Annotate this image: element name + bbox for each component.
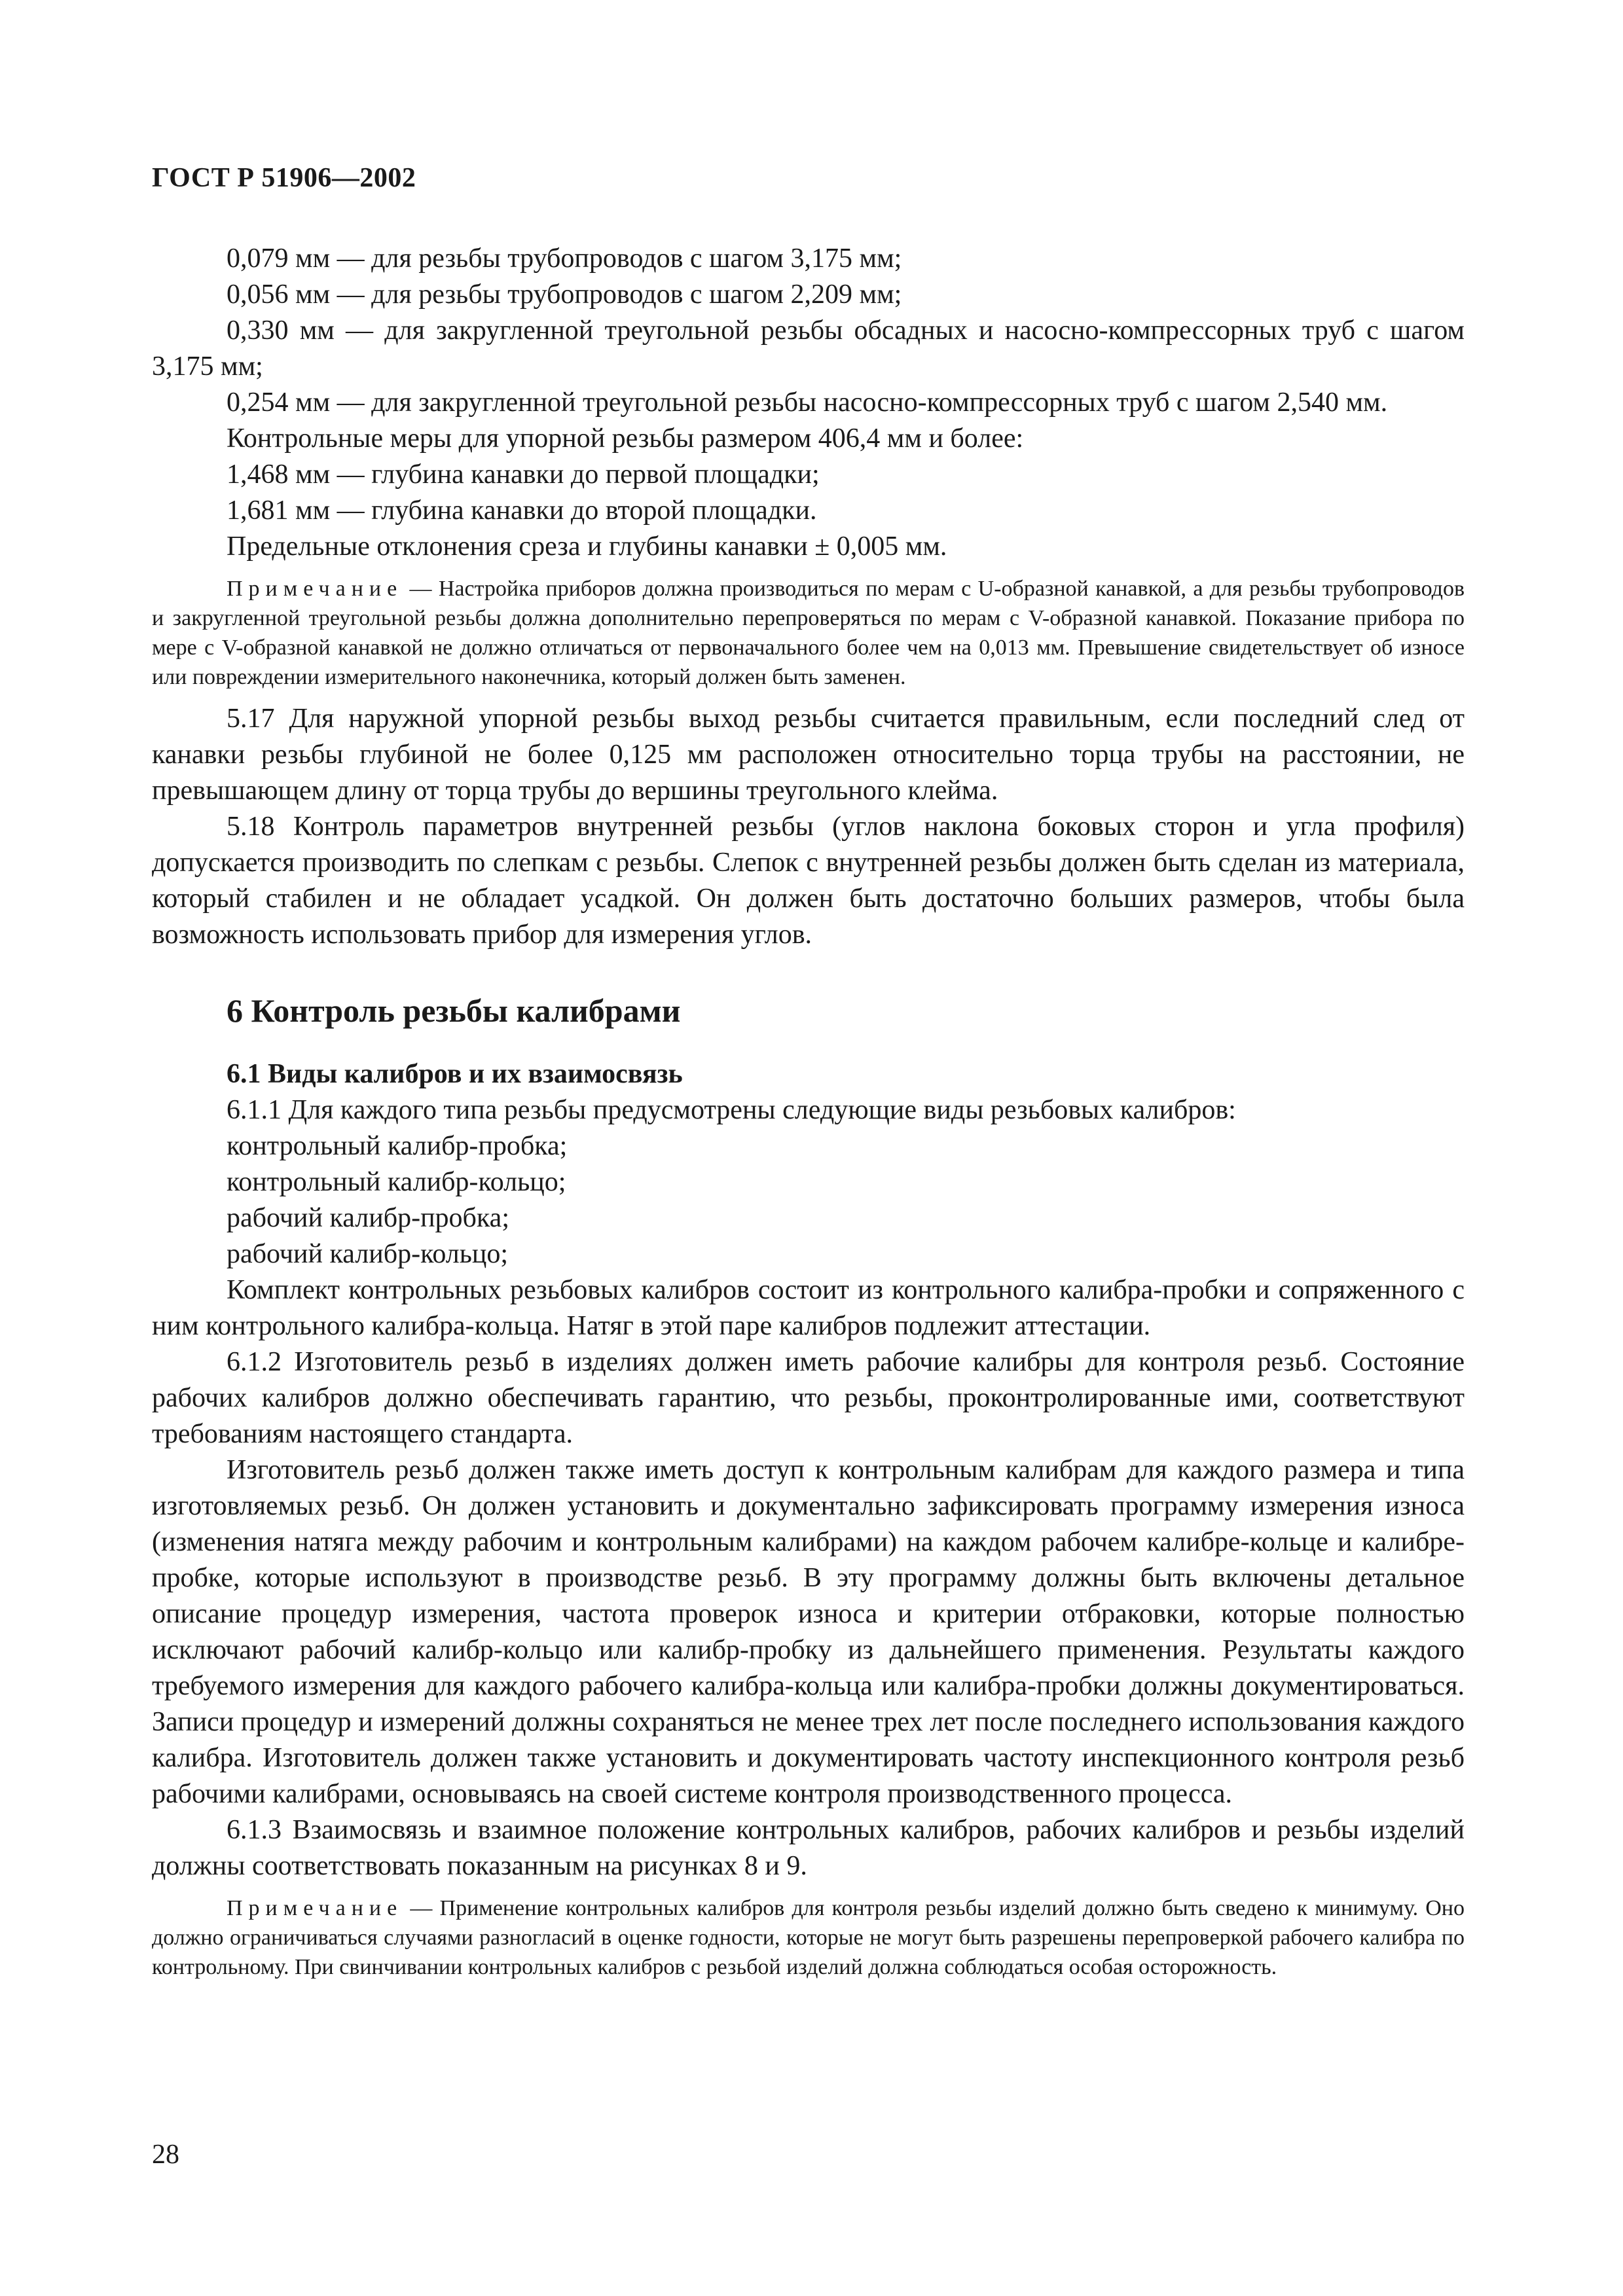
page-content — [152, 241, 1465, 1991]
list-item: 0,079 мм — для резьбы трубопроводов с шагом 3,175 мм; — [227, 243, 902, 274]
list-item: 0,254 мм — для закругленной треугольной резьбы насосно-компрессорных труб с шагом 2,540 мм. — [227, 387, 1388, 418]
list-item: 0,056 мм — для резьбы трубопроводов с шагом 2,209 мм; — [227, 279, 902, 310]
list-item: контрольный калибр-кольцо; — [227, 1167, 566, 1197]
list-item: рабочий калибр-пробка; — [227, 1203, 509, 1233]
note-label: Примечание — [227, 1896, 403, 1920]
note-text: — Применение контрольных калибров для контроля резьбы изделий должно быть сведено к минимуму. Оно должно ограничиваться случаями разногласий в оценке годности, которые не могут быть разрешены перепроверкой рабочего калибра по контрольному. При свинчивании контрольных калибров с резьбой изделий должна соблюдаться особая осторожность. — [152, 1896, 1465, 1979]
paragraph: Комплект контрольных резьбовых калибров состоит из контрольного калибра-пробки и сопряженного с ним контрольного калибра-кольца. Натяг в этой паре калибров подлежит аттестации. — [152, 1275, 1465, 1341]
paragraph: Предельные отклонения среза и глубины канавки ± 0,005 мм. — [227, 531, 947, 562]
paragraph-5-17: 5.17 Для наружной упорной резьбы выход резьбы считается правильным, если последний след от канавки резьбы глубиной не более 0,125 мм расположен относительно торца трубы на расстоянии, не превышающем длину от торца трубы до вершины треугольного клейма. — [152, 704, 1465, 806]
paragraph: Контрольные меры для упорной резьбы размером 406,4 мм и более: — [227, 423, 1024, 454]
section-heading: 6 Контроль резьбы калибрами — [227, 992, 681, 1029]
document-header: ГОСТ Р 51906—2002 — [152, 163, 416, 193]
note-label: Примечание — [227, 577, 403, 601]
note-text: — Настройка приборов должна производиться по мерам с U-образной канавкой, а для резьбы трубопроводов и закругленной треугольной резьбы должна дополнительно перепроверяться по мерам с V-образной канавкой. Показание прибора по мере с V-образной канавкой не должно отличаться от первоначального более чем на 0,013 мм. Превышение свидетельствует об износе или повреждении измерительного наконечника, который должен быть заменен. — [152, 577, 1465, 689]
paragraph-6-1-1: 6.1.1 Для каждого типа резьбы предусмотрены следующие виды резьбовых калибров: — [227, 1095, 1236, 1125]
note-block — [152, 1893, 1465, 1982]
paragraph-5-18: 5.18 Контроль параметров внутренней резьбы (углов наклона боковых сторон и угла профиля) допускается производить по слепкам с резьбы. Слепок с внутренней резьбы должен быть сделан из материала, который стабилен и не обладает усадкой. Он должен быть достаточно больших размеров, чтобы была возможность использовать прибор для измерения углов. — [152, 812, 1465, 950]
paragraph-6-1-2: 6.1.2 Изготовитель резьб в изделиях должен иметь рабочие калибры для контроля резьб. Состояние рабочих калибров должно обеспечивать гарантию, что резьбы, проконтролированные ими, соответствуют требованиям настоящего стандарта. — [152, 1347, 1465, 1449]
list-item: 1,681 мм — глубина канавки до второй площадки. — [227, 495, 817, 526]
list-item: контрольный калибр-пробка; — [227, 1131, 568, 1161]
paragraph-6-1-3: 6.1.3 Взаимосвязь и взаимное положение контрольных калибров, рабочих калибров и резьбы изделий должны соответствовать показанным на рисунках 8 и 9. — [152, 1815, 1465, 1881]
paragraph: Изготовитель резьб должен также иметь доступ к контрольным калибрам для каждого размера и типа изготовляемых резьб. Он должен установить и документально зафиксировать программу измерения износа (изменения натяга между рабочим и контрольным калибрами) на каждом рабочем калибре-кольце и калибре-пробке, которые используют в производстве резьб. В эту программу должны быть включены детальное описание процедур измерения, частота проверок износа и критерии отбраковки, которые полностью исключают рабочий калибр-кольцо или калибр-пробку из дальнейшего применения. Результаты каждого требуемого измерения для каждого рабочего калибра-кольца или калибра-пробки должны документироваться. Записи процедур и измерений должны сохраняться не менее трех лет после последнего использования каждого калибра. Изготовитель должен также установить и документировать частоту инспекционного контроля резьб рабочими калибрами, основываясь на своей системе контроля производственного процесса. — [152, 1455, 1465, 1809]
subsection-heading: 6.1 Виды калибров и их взаимосвязь — [227, 1059, 683, 1089]
list-item: рабочий калибр-кольцо; — [227, 1239, 509, 1269]
page-number: 28 — [152, 2140, 179, 2170]
list-item: 0,330 мм — для закругленной треугольной резьбы обсадных и насосно-компрессорных труб с шагом 3,175 мм; — [152, 315, 1465, 382]
list-item: 1,468 мм — глубина канавки до первой площадки; — [227, 459, 820, 490]
note-block — [152, 574, 1465, 692]
